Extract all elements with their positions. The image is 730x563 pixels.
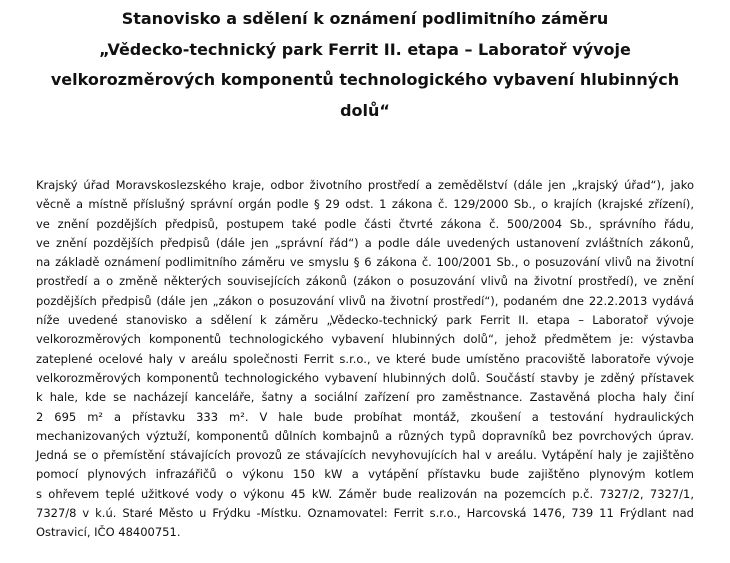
body-line: k hale, kde se nacházejí kanceláře, šatny a sociální zařízení pro zaměstnance. Zastavěná plocha haly činí <box>36 390 694 405</box>
body-line: Krajský úřad Moravskoslezského kraje, odbor životního prostředí a zemědělství (dále jen „krajský úřad“), jako <box>36 178 694 192</box>
body-line: věcně a místně příslušný správní orgán podle § 29 odst. 1 zákona č. 129/2000 Sb., o krajích (krajské zřízení), <box>36 197 694 212</box>
title-line-3: velkorozměrových komponentů technologického vybavení hlubinných <box>50 70 680 89</box>
body-paragraph <box>36 176 694 543</box>
body-line: mechanizovaných výztuží, komponentů důlních kombajnů a různých typů dopravníků bez povrchových úprav. <box>36 428 694 443</box>
body-line: velkorozměrových komponentů technologického vybavení hlubinných dolů“, jehož předmětem je: výstavba <box>36 332 694 347</box>
body-line: Ostravicí, IČO 48400751. <box>36 525 181 540</box>
title-line-2: „Vědecko-technický park Ferrit II. etapa – Laboratoř vývoje <box>99 39 631 59</box>
title-line-4: dolů“ <box>340 100 390 120</box>
body-line: 7327/8 v k.ú. Staré Město u Frýdku -Místku. Oznamovatel: Ferrit s.r.o., Harcovská 1476, 739 11 Frýdlant nad <box>36 506 694 521</box>
body-line: ve znění pozdějších předpisů (dále jen „správní řád“) a podle dále uvedených ustanovení zvláštních zákonů, <box>36 235 694 250</box>
body-line: ve znění pozdějších předpisů, postupem také podle části čtvrté zákona č. 500/2004 Sb., správního řádu, <box>36 216 694 231</box>
body-line: Jedná se o přemístění stávajících provozů ze stávajících nevyhovujících hal v areálu. Vytápění haly je zajištěno <box>36 448 694 463</box>
body-line: 2 695 m² a přístavku 333 m². V hale bude probíhat montáž, zkoušení a testování hydraulických <box>36 409 694 424</box>
body-line: pozdějších předpisů (dále jen „zákon o posuzování vlivů na životní prostředí“), podaném dne 22.2.2013 vydává <box>36 293 694 308</box>
body-line: velkorozměrových komponentů technologického vybavení hlubinných dolů. Součástí stavby je zděný přístavek <box>36 370 694 385</box>
body-line: pomocí plynových infrazářičů o výkonu 150 kW a vytápění přístavku bude zajištěno plynovým kotlem <box>36 467 694 482</box>
body-line: níže uvedené stanovisko a sdělení k záměru „Vědecko-technický park Ferrit II. etapa – Laboratoř vývoje <box>36 313 694 328</box>
body-line: zateplené ocelové haly v areálu společnosti Ferrit s.r.o., ve které bude umístěno pracoviště laboratoře vývoje <box>36 351 694 366</box>
document-title <box>20 4 710 126</box>
title-line-1: Stanovisko a sdělení k oznámení podlimitního záměru <box>121 9 609 28</box>
body-line: prostředí a o změně některých souvisejících zákonů (zákon o posuzování vlivů na životní prostředí), ve znění <box>36 274 694 289</box>
body-line: na základě oznámení podlimitního záměru ve smyslu § 6 zákona č. 100/2001 Sb., o posuzování vlivů na životní <box>36 255 694 270</box>
body-line: s ohřevem teplé užitkové vody o výkonu 45 kW. Záměr bude realizován na pozemcích p.č. 7327/2, 7327/1, <box>36 486 694 501</box>
